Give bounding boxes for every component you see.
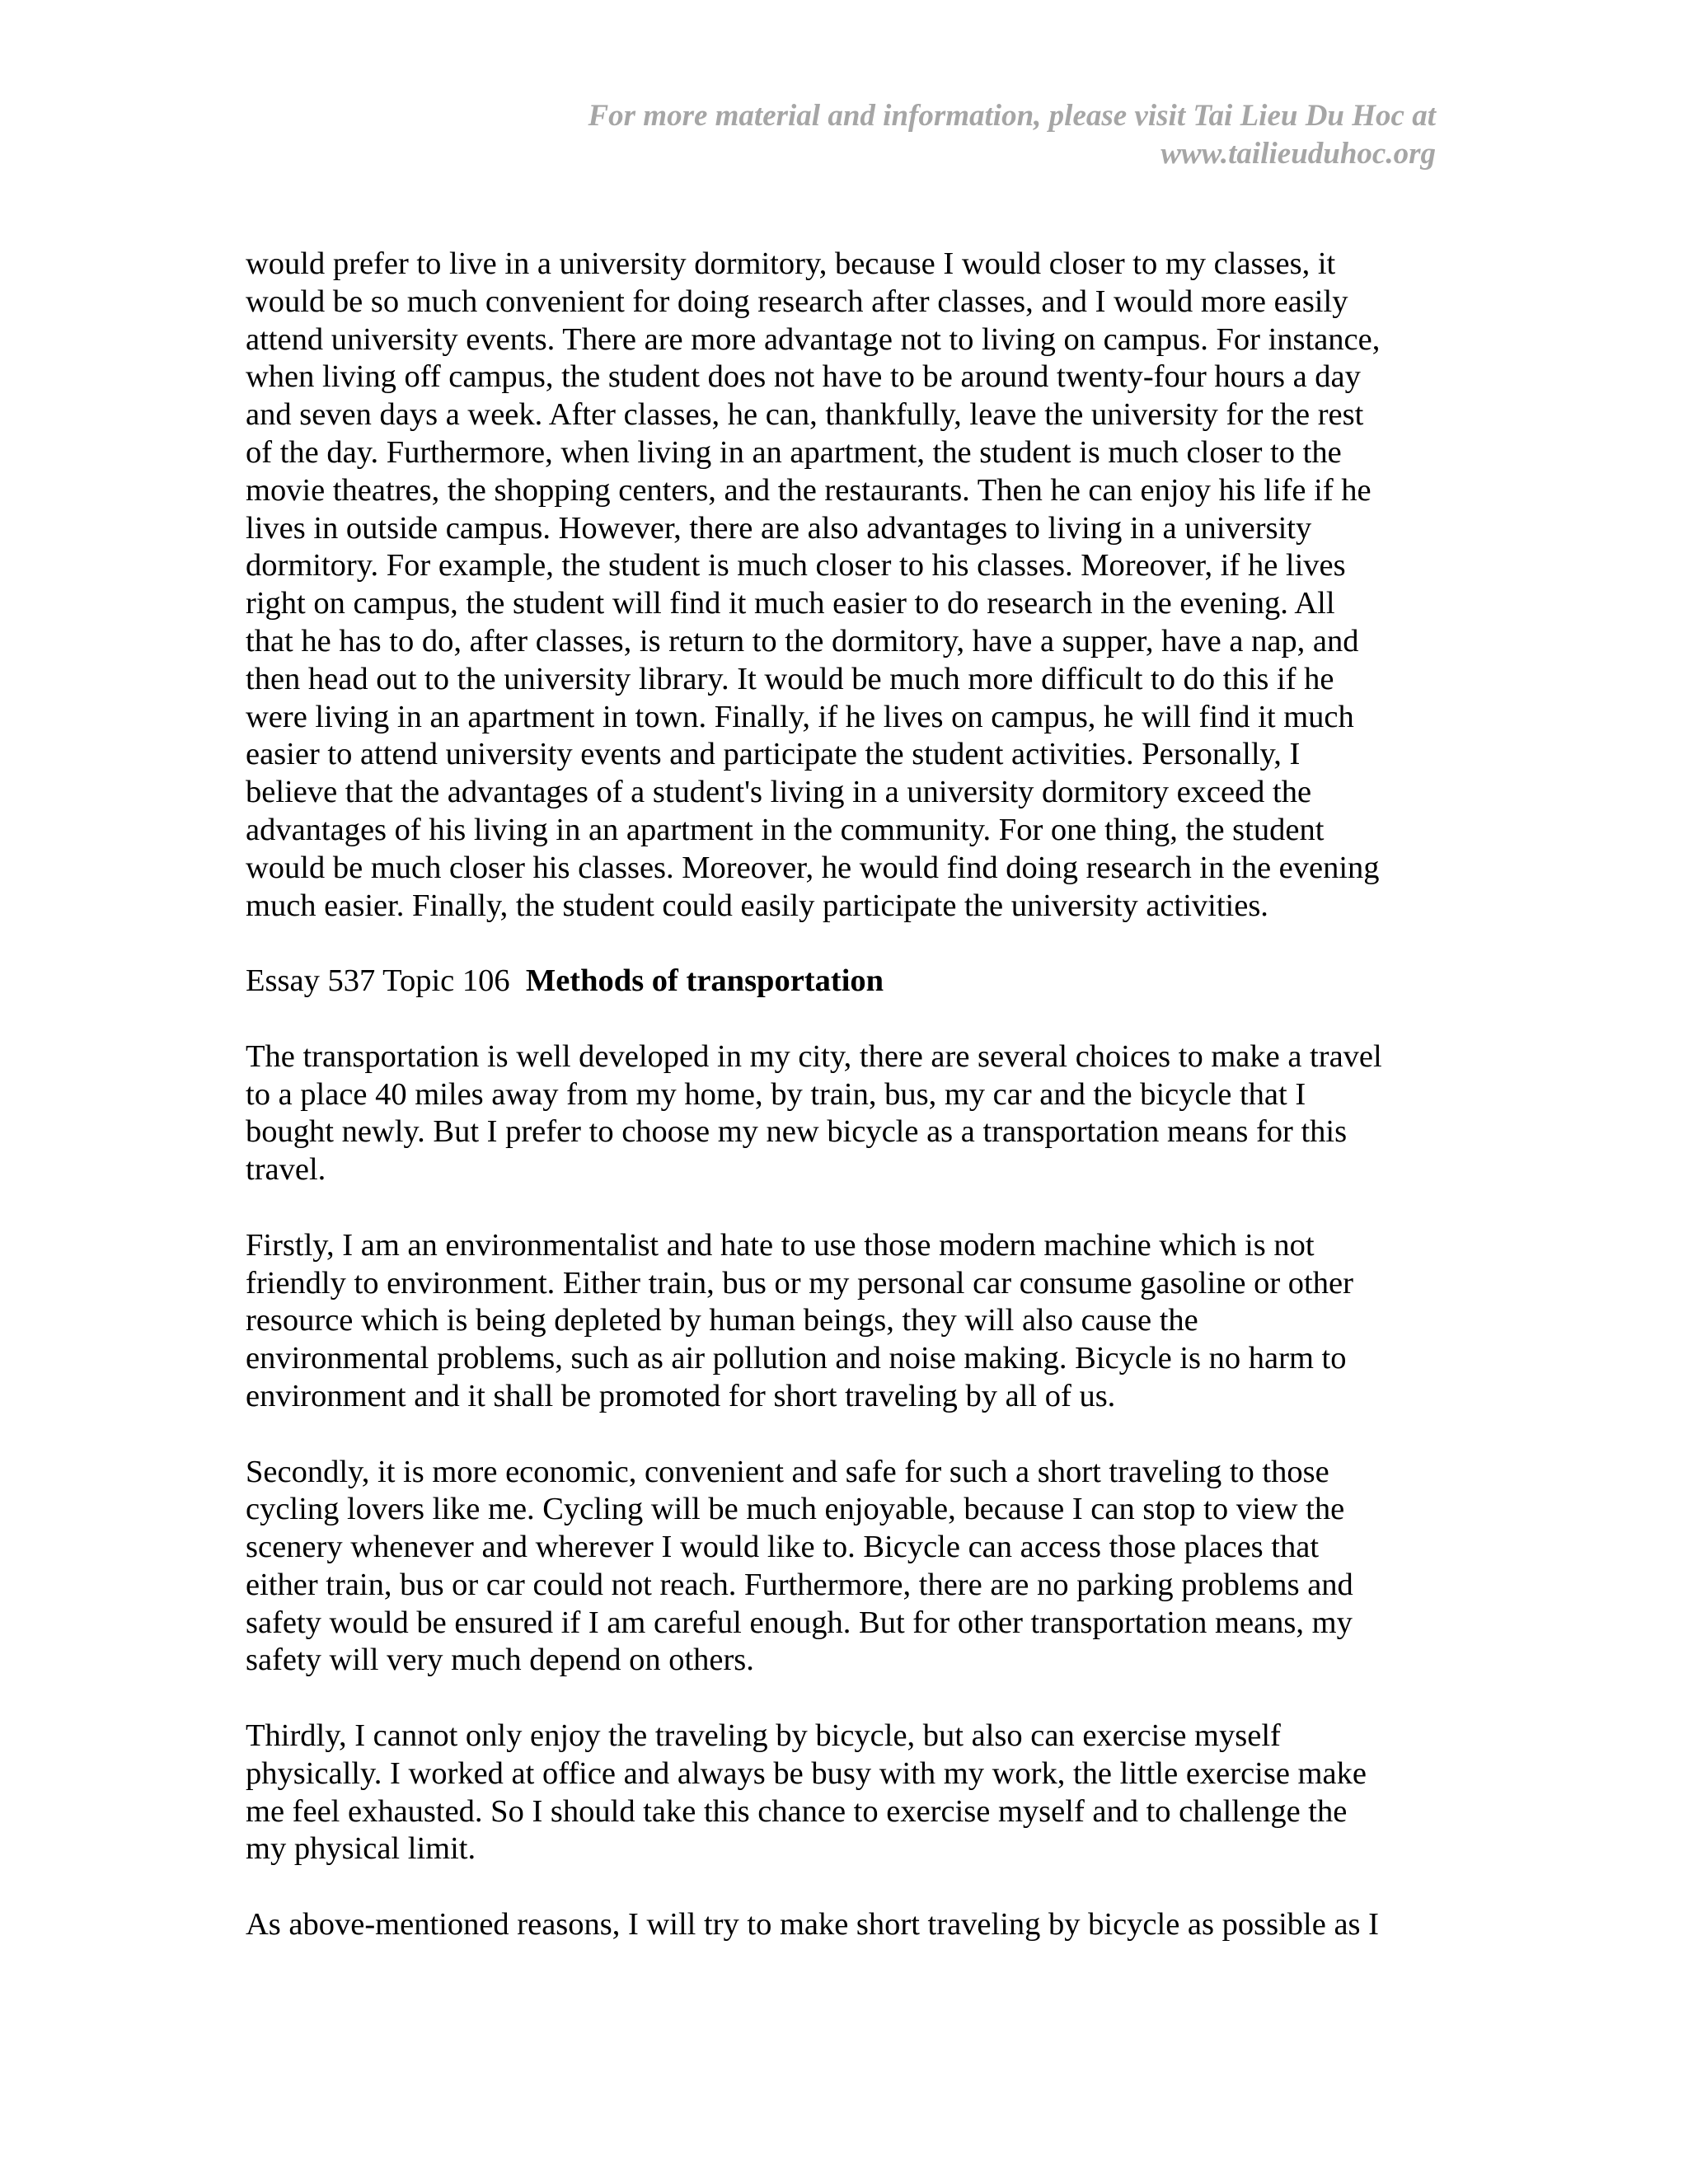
text-line: to a place 40 miles away from my home, by train, bus, my car and the bicycle that I xyxy=(246,1076,1306,1112)
text-line: and seven days a week. After classes, he can, thankfully, leave the university for the rest xyxy=(246,397,1364,433)
text-line: when living off campus, the student does not have to be around twenty-four hours a day xyxy=(246,359,1361,395)
text-line: environmental problems, such as air pollution and noise making. Bicycle is no harm to xyxy=(246,1341,1347,1376)
page-header xyxy=(447,97,1436,173)
text-line: believe that the advantages of a student's living in a university dormitory exceed the xyxy=(246,775,1312,810)
text-line: cycling lovers like me. Cycling will be much enjoyable, because I can stop to view the xyxy=(246,1492,1345,1527)
paragraph-gap xyxy=(246,1001,1441,1038)
paragraph-conclusion xyxy=(246,1906,1441,1944)
text-line: advantages of his living in an apartment in the community. For one thing, the student xyxy=(246,812,1325,847)
essay-title: Methods of transportation xyxy=(525,963,884,999)
paragraph-gap xyxy=(246,1680,1441,1718)
text-line: easier to attend university events and participate the student activities. Personally, I xyxy=(246,737,1301,772)
text-line: dormitory. For example, the student is much closer to his classes. Moreover, if he lives xyxy=(246,548,1346,583)
paragraph-thirdly xyxy=(246,1718,1441,1868)
text-line: Thirdly, I cannot only enjoy the traveling by bicycle, but also can exercise myself xyxy=(246,1718,1281,1754)
text-line: bought newly. But I prefer to choose my new bicycle as a transportation means for this xyxy=(246,1114,1348,1150)
text-line: either train, bus or car could not reach. Furthermore, there are no parking problems and xyxy=(246,1567,1353,1602)
text-line: The transportation is well developed in my city, there are several choices to make a travel xyxy=(246,1038,1382,1074)
text-line: would prefer to live in a university dormitory, because I would closer to my classes, it xyxy=(246,246,1336,281)
text-line: would be so much convenient for doing research after classes, and I would more easily xyxy=(246,284,1348,319)
text-line: As above-mentioned reasons, I will try to make short traveling by bicycle as possible as I xyxy=(246,1907,1379,1943)
paragraph-gap xyxy=(246,1416,1441,1454)
text-line: were living in an apartment in town. Finally, if he lives on campus, he will find it much xyxy=(246,699,1354,734)
text-line: safety will very much depend on others. xyxy=(246,1643,754,1678)
text-line: friendly to environment. Either train, bus or my personal car consume gasoline or other xyxy=(246,1265,1353,1301)
text-line: Secondly, it is more economic, convenient and safe for such a short traveling to those xyxy=(246,1454,1329,1489)
text-line: much easier. Finally, the student could easily participate the university activities. xyxy=(246,888,1268,923)
text-line: scenery whenever and wherever I would like to. Bicycle can access those places that xyxy=(246,1530,1320,1565)
text-line: that he has to do, after classes, is return to the dormitory, have a supper, have a nap, and xyxy=(246,623,1359,658)
paragraph-gap xyxy=(246,925,1441,963)
paragraph-dormitory xyxy=(246,246,1441,925)
paragraph-intro xyxy=(246,1038,1441,1189)
text-line: my physical limit. xyxy=(246,1831,476,1867)
document-body xyxy=(246,246,1441,1944)
text-line: resource which is being depleted by human beings, they will also cause the xyxy=(246,1303,1198,1338)
paragraph-secondly xyxy=(246,1454,1441,1680)
text-line: safety would be ensured if I am careful enough. But for other transportation means, my xyxy=(246,1605,1353,1640)
essay-heading xyxy=(246,963,1441,1001)
text-line: environment and it shall be promoted for short traveling by all of us. xyxy=(246,1378,1116,1413)
text-line: travel. xyxy=(246,1152,326,1188)
text-line: lives in outside campus. However, there are also advantages to living in a university xyxy=(246,510,1312,546)
paragraph-gap xyxy=(246,1189,1441,1227)
paragraph-gap xyxy=(246,1868,1441,1906)
text-line: me feel exhausted. So I should take this chance to exercise myself and to challenge the xyxy=(246,1793,1348,1829)
text-line: right on campus, the student will find it much easier to do research in the evening. All xyxy=(246,586,1335,621)
header-url: www.tailieuduhoc.org xyxy=(1160,137,1436,171)
text-line: physically. I worked at office and always be busy with my work, the little exercise make xyxy=(246,1755,1367,1791)
text-line: would be much closer his classes. Moreover, he would find doing research in the evening xyxy=(246,850,1380,885)
paragraph-firstly xyxy=(246,1227,1441,1416)
header-line-1: For more material and information, please visit Tai Lieu Du Hoc at xyxy=(588,99,1436,133)
text-line: movie theatres, the shopping centers, and the restaurants. Then he can enjoy his life if he xyxy=(246,472,1372,508)
essay-label: Essay 537 Topic 106 xyxy=(246,963,510,999)
text-line: attend university events. There are more advantage not to living on campus. For instance, xyxy=(246,321,1381,357)
text-line: then head out to the university library. It would be much more difficult to do this if he xyxy=(246,661,1334,696)
text-line: Firstly, I am an environmentalist and hate to use those modern machine which is not xyxy=(246,1227,1315,1263)
text-line: of the day. Furthermore, when living in an apartment, the student is much closer to the xyxy=(246,434,1342,470)
